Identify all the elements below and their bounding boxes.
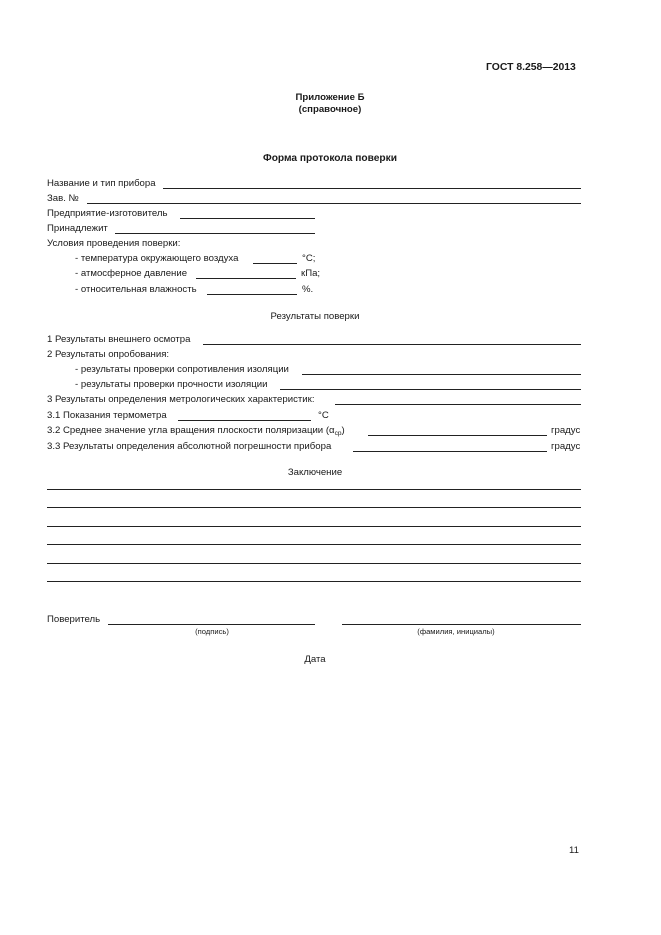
form-title: Форма протокола поверки xyxy=(263,153,397,164)
pressure-line xyxy=(196,278,296,279)
conclusion-line xyxy=(47,544,581,545)
serial-label: Зав. № xyxy=(47,193,79,204)
result-3-2-line xyxy=(368,435,547,436)
result-3-2-text: 3.2 Среднее значение угла вращения плоскости поляризации (α xyxy=(47,425,335,436)
device-name-line xyxy=(163,188,581,189)
conclusion-line xyxy=(47,563,581,564)
result-3-3-unit: градус xyxy=(551,441,581,452)
conclusion-line xyxy=(47,489,581,490)
humidity-label: - относительная влажность xyxy=(75,284,197,295)
result-1-label: 1 Результаты внешнего осмотра xyxy=(47,334,191,345)
page-number: 11 xyxy=(569,845,579,856)
verifier-label: Поверитель xyxy=(47,614,101,625)
date-label: Дата xyxy=(304,654,326,665)
manufacturer-label: Предприятие-изготовитель xyxy=(47,208,168,219)
result-3-2-label xyxy=(47,425,345,437)
humidity-line xyxy=(207,294,297,295)
owner-label: Принадлежит xyxy=(47,223,108,234)
result-2a-line xyxy=(302,374,581,375)
result-3-label: 3 Результаты определения метрологических характеристик: xyxy=(47,394,315,405)
manufacturer-line xyxy=(180,218,315,219)
conclusion-line xyxy=(47,526,581,527)
conditions-label: Условия проведения поверки: xyxy=(47,238,181,249)
result-3-line xyxy=(335,404,581,405)
serial-line xyxy=(87,203,581,204)
result-2b-line xyxy=(280,389,581,390)
pressure-unit: кПа; xyxy=(301,268,321,279)
result-3-1-label: 3.1 Показания термометра xyxy=(47,410,167,421)
appendix-title: Приложение Б xyxy=(295,92,365,103)
signature-line xyxy=(108,624,315,625)
result-3-2-unit: градус xyxy=(551,425,581,436)
conclusion-line xyxy=(47,581,581,582)
signature-caption: (подпись) xyxy=(195,627,229,636)
result-3-1-line xyxy=(178,420,311,421)
result-3-2-close: ) xyxy=(341,425,345,436)
result-1-line xyxy=(203,344,581,345)
result-3-1-unit: °С xyxy=(318,410,329,421)
result-2-label: 2 Результаты опробования: xyxy=(47,349,170,360)
name-line xyxy=(342,624,581,625)
temperature-line xyxy=(253,263,297,264)
temperature-unit: °С; xyxy=(302,253,316,264)
result-2b-label: - результаты проверки прочности изоляции xyxy=(75,379,268,390)
conclusion-line xyxy=(47,507,581,508)
result-3-3-line xyxy=(353,451,547,452)
temperature-label: - температура окружающего воздуха xyxy=(75,253,239,264)
humidity-unit: %. xyxy=(302,284,314,295)
pressure-label: - атмосферное давление xyxy=(75,268,188,279)
owner-line xyxy=(115,233,315,234)
name-caption: (фамилия, инициалы) xyxy=(417,627,495,636)
conclusion-heading: Заключение xyxy=(287,467,343,478)
result-2a-label: - результаты проверки сопротивления изоляции xyxy=(75,364,289,375)
appendix-subtitle: (справочное) xyxy=(298,104,362,115)
result-3-3-label: 3.3 Результаты определения абсолютной погрешности прибора xyxy=(47,441,332,452)
standard-number: ГОСТ 8.258—2013 xyxy=(486,62,576,73)
result-3-2-subscript: ср xyxy=(334,430,342,437)
device-name-label: Название и тип прибора xyxy=(47,178,156,189)
results-heading: Результаты поверки xyxy=(270,311,360,322)
